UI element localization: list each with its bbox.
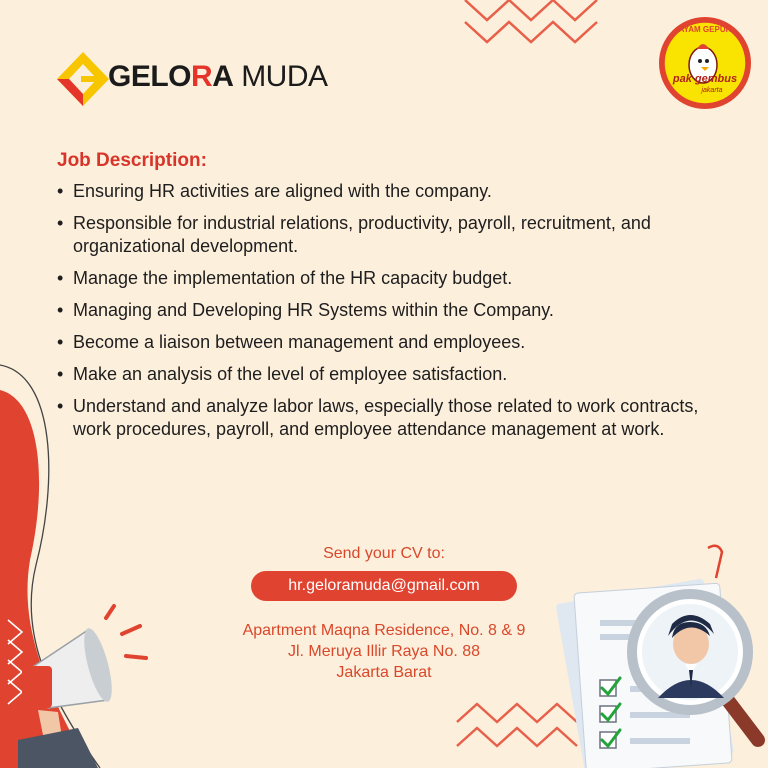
email-link[interactable]: hr.geloramuda@gmail.com xyxy=(251,571,517,601)
resume-magnifier-illustration xyxy=(540,540,768,768)
list-item: • Ensuring HR activities are aligned with the company. xyxy=(57,180,717,203)
brand-logo-text: GELORA MUDA xyxy=(108,60,328,93)
partner-brand-badge xyxy=(657,15,753,111)
list-item: • Manage the implementation of the HR capacity budget. xyxy=(57,267,717,290)
zigzag-decoration-top xyxy=(455,0,615,55)
send-cv-label: Send your CV to: xyxy=(323,545,445,562)
badge-top-text: AYAM GEPUK xyxy=(678,25,732,34)
list-item: • Understand and analyze labor laws, especially those related to work contracts, work procedures, payroll, and employee attendance management at work. xyxy=(57,395,717,441)
list-item: • Make an analysis of the level of employee satisfaction. xyxy=(57,363,717,386)
badge-city-text: jakarta xyxy=(701,87,723,94)
job-description-heading: Job Description: xyxy=(57,150,207,171)
address-line-2: Jl. Meruya Illir Raya No. 88 xyxy=(287,643,481,660)
list-item: • Responsible for industrial relations, productivity, payroll, recruitment, and organizational development. xyxy=(57,212,717,258)
badge-brand-text: pak gembus xyxy=(672,73,738,85)
gelora-logo-icon xyxy=(55,50,111,108)
list-item: • Managing and Developing HR Systems within the Company. xyxy=(57,299,717,322)
list-item: • Become a liaison between management and employees. xyxy=(57,331,717,354)
address-line-1: Apartment Maqna Residence, No. 8 & 9 xyxy=(242,622,526,639)
megaphone-icon xyxy=(18,600,158,768)
address-line-3: Jakarta Barat xyxy=(336,664,432,681)
